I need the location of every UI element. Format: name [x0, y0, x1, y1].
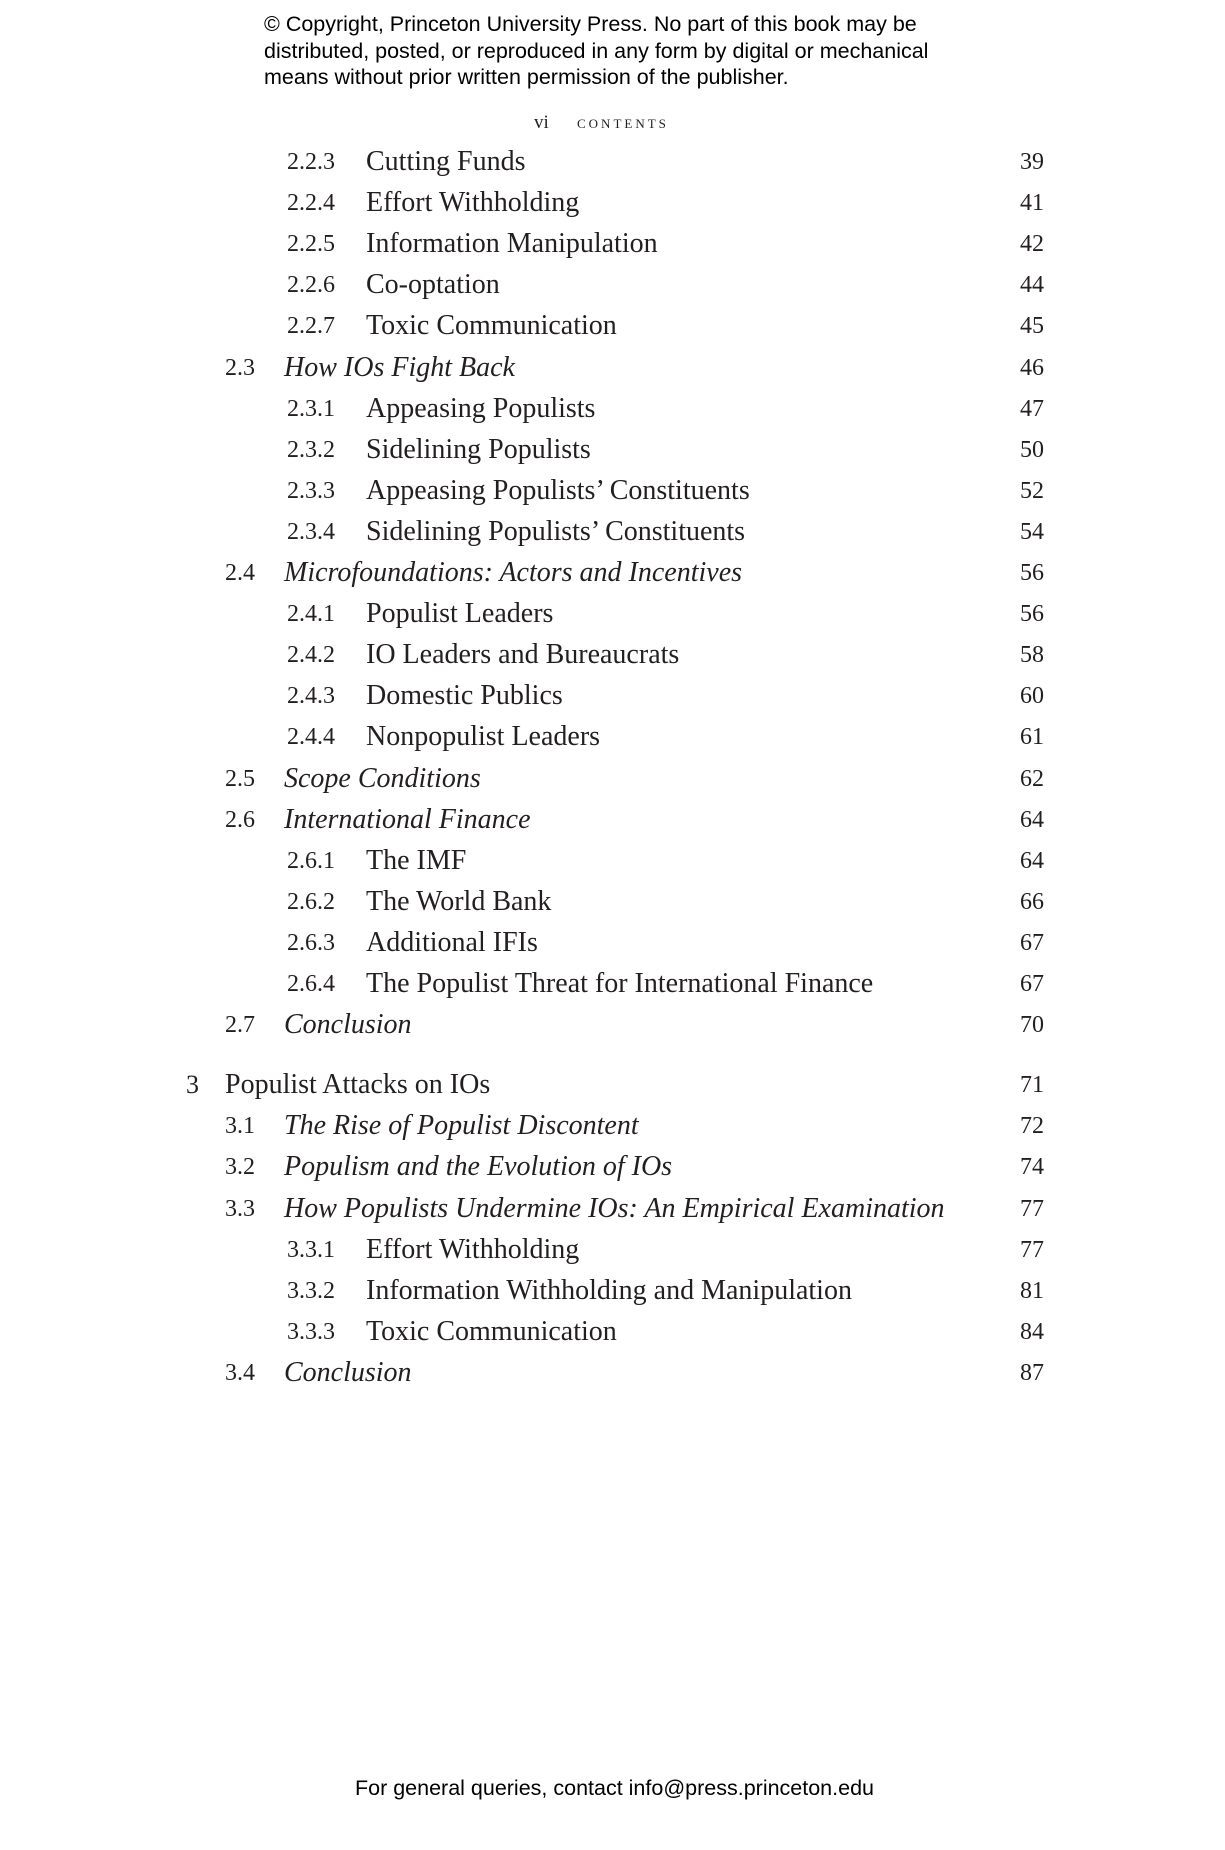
- toc-entry-title: The Rise of Populist Discontent: [284, 1110, 639, 1141]
- toc-section-entry: [0, 1147, 1225, 1187]
- toc-entry-number: 2.4.1: [287, 601, 335, 627]
- toc-entry-title: Populist Attacks on IOs: [225, 1069, 491, 1100]
- page-folio: vi: [534, 112, 549, 133]
- toc-entry-number: 2.7: [225, 1012, 255, 1038]
- toc-entry-title: Conclusion: [284, 1009, 412, 1040]
- toc-entry-page: 56: [1020, 560, 1044, 586]
- toc-entry-page: 81: [1020, 1278, 1044, 1304]
- toc-entry-title: The World Bank: [366, 886, 552, 917]
- toc-entry-title: Toxic Communication: [366, 1316, 617, 1347]
- toc-subsection-entry: [0, 882, 1225, 922]
- toc-entry-number: 2.5: [225, 766, 255, 792]
- toc-subsection-entry: [0, 512, 1225, 552]
- toc-entry-number: 2.3: [225, 355, 255, 381]
- toc-entry-number: 2.4.4: [287, 724, 335, 750]
- toc-entry-title: Scope Conditions: [284, 763, 481, 794]
- toc-entry-page: 60: [1020, 683, 1044, 709]
- toc-section-entry: [0, 1106, 1225, 1146]
- toc-entry-number: 2.2.3: [287, 149, 335, 175]
- toc-subsection-entry: [0, 717, 1225, 757]
- toc-entry-number: 2.4.2: [287, 642, 335, 668]
- toc-entry-page: 47: [1020, 396, 1044, 422]
- toc-entry-title: The Populist Threat for International Finance: [366, 968, 874, 999]
- toc-entry-title: Toxic Communication: [366, 310, 617, 341]
- toc-entry-page: 66: [1020, 889, 1044, 915]
- toc-subsection-entry: [0, 841, 1225, 881]
- toc-entry-number: 2.3.3: [287, 478, 335, 504]
- toc-entry-page: 58: [1020, 642, 1044, 668]
- toc-subsection-entry: [0, 430, 1225, 470]
- toc-entry-page: 39: [1020, 149, 1044, 175]
- toc-section-entry: [0, 348, 1225, 388]
- toc-entry-title: Cutting Funds: [366, 146, 526, 177]
- toc-entry-title: The IMF: [366, 845, 467, 876]
- toc-entry-number: 2.4: [225, 560, 255, 586]
- copyright-line: © Copyright, Princeton University Press. No part of this book may be: [264, 12, 917, 36]
- toc-entry-title: Information Manipulation: [366, 228, 658, 259]
- toc-entry-page: 64: [1020, 807, 1044, 833]
- toc-entry-page: 64: [1020, 848, 1044, 874]
- toc-entry-page: 56: [1020, 601, 1044, 627]
- toc-chapter-entry: [0, 1065, 1225, 1105]
- toc-entry-page: 87: [1020, 1360, 1044, 1386]
- toc-entry-number: 2.4.3: [287, 683, 335, 709]
- toc-entry-number: 2.6: [225, 807, 255, 833]
- toc-entry-page: 42: [1020, 231, 1044, 257]
- toc-entry-page: 74: [1020, 1154, 1044, 1180]
- toc-entry-title: Populism and the Evolution of IOs: [284, 1151, 673, 1182]
- toc-subsection-entry: [0, 265, 1225, 305]
- toc-entry-page: 67: [1020, 971, 1044, 997]
- toc-entry-page: 50: [1020, 437, 1044, 463]
- toc-subsection-entry: [0, 1271, 1225, 1311]
- toc-entry-number: 3.3.2: [287, 1278, 335, 1304]
- toc-entry-title: Microfoundations: Actors and Incentives: [284, 557, 743, 588]
- toc-entry-title: Co-optation: [366, 269, 500, 300]
- toc-entry-number: 3.2: [225, 1154, 255, 1180]
- toc-entry-page: 62: [1020, 766, 1044, 792]
- toc-entry-number: 2.3.4: [287, 519, 335, 545]
- toc-entry-title: IO Leaders and Bureaucrats: [366, 639, 680, 670]
- toc-entry-page: 72: [1020, 1113, 1044, 1139]
- toc-entry-title: Sidelining Populists’ Constituents: [366, 516, 746, 547]
- toc-entry-page: 70: [1020, 1012, 1044, 1038]
- toc-entry-page: 77: [1020, 1237, 1044, 1263]
- toc-subsection-entry: [0, 1230, 1225, 1270]
- toc-entry-number: 2.2.4: [287, 190, 335, 216]
- toc-entry-title: Effort Withholding: [366, 1234, 580, 1265]
- toc-entry-number: 2.2.7: [287, 313, 335, 339]
- copyright-line: distributed, posted, or reproduced in any form by digital or mechanical: [264, 38, 929, 63]
- toc-entry-title: Additional IFIs: [366, 927, 538, 958]
- running-head-title: contents: [577, 112, 669, 133]
- toc-entry-number: 2.2.6: [287, 272, 335, 298]
- toc-subsection-entry: [0, 1312, 1225, 1352]
- toc-entry-title: Appeasing Populists’ Constituents: [366, 475, 750, 506]
- toc-entry-title: Information Withholding and Manipulation: [366, 1275, 852, 1306]
- toc-entry-page: 52: [1020, 478, 1044, 504]
- toc-section-entry: [0, 800, 1225, 840]
- toc-entry-number: 2.3.2: [287, 437, 335, 463]
- toc-entry-page: 67: [1020, 930, 1044, 956]
- toc-entry-number: 3.3.1: [287, 1237, 335, 1263]
- toc-entry-number: 3.1: [225, 1113, 255, 1139]
- toc-entry-page: 44: [1020, 272, 1044, 298]
- toc-entry-title: Effort Withholding: [366, 187, 580, 218]
- toc-subsection-entry: [0, 306, 1225, 346]
- toc-entry-title: Domestic Publics: [366, 680, 563, 711]
- toc-subsection-entry: [0, 676, 1225, 716]
- toc-section-entry: [0, 1005, 1225, 1045]
- toc-entry-page: 41: [1020, 190, 1044, 216]
- toc-entry-number: 3.3.3: [287, 1319, 335, 1345]
- toc-subsection-entry: [0, 389, 1225, 429]
- toc-entry-number: 2.6.4: [287, 971, 335, 997]
- toc-entry-number: 2.6.1: [287, 848, 335, 874]
- toc-entry-title: How IOs Fight Back: [284, 352, 515, 383]
- toc-entry-number: 2.2.5: [287, 231, 335, 257]
- footer-contact: For general queries, contact info@press.princeton.edu: [354, 1776, 874, 1800]
- toc-entry-number: 2.6.2: [287, 889, 335, 915]
- toc-entry-page: 45: [1020, 313, 1044, 339]
- copyright-line: means without prior written permission of the publisher.: [264, 65, 789, 89]
- toc-entry-number: 3.4: [225, 1360, 255, 1386]
- toc-section-entry: [0, 553, 1225, 593]
- toc-entry-number: 2.6.3: [287, 930, 335, 956]
- toc-section-entry: [0, 759, 1225, 799]
- toc-subsection-entry: [0, 224, 1225, 264]
- toc-entry-page: 46: [1020, 355, 1044, 381]
- toc-entry-title: International Finance: [284, 804, 531, 835]
- toc-subsection-entry: [0, 923, 1225, 963]
- toc-subsection-entry: [0, 635, 1225, 675]
- toc-subsection-entry: [0, 183, 1225, 223]
- toc-subsection-entry: [0, 471, 1225, 511]
- toc-entry-page: 84: [1020, 1319, 1044, 1345]
- toc-entry-page: 61: [1020, 724, 1044, 750]
- toc-entry-title: Nonpopulist Leaders: [366, 721, 601, 752]
- toc-entry-number: 2.3.1: [287, 396, 335, 422]
- toc-entry-title: Populist Leaders: [366, 598, 554, 629]
- toc-section-entry: [0, 1189, 1225, 1229]
- toc-entry-number: 3.3: [225, 1196, 255, 1222]
- toc-entry-page: 77: [1020, 1196, 1044, 1222]
- toc-section-entry: [0, 1353, 1225, 1393]
- toc-subsection-entry: [0, 142, 1225, 182]
- toc-entry-page: 54: [1020, 519, 1044, 545]
- toc-entry-title: Conclusion: [284, 1357, 412, 1388]
- toc-subsection-entry: [0, 594, 1225, 634]
- toc-entry-page: 71: [1020, 1072, 1044, 1098]
- toc-entry-number: 3: [186, 1070, 199, 1099]
- toc-entry-title: How Populists Undermine IOs: An Empirical Examination: [284, 1193, 945, 1224]
- toc-subsection-entry: [0, 964, 1225, 1004]
- toc-entry-title: Appeasing Populists: [366, 393, 596, 424]
- toc-entry-title: Sidelining Populists: [366, 434, 591, 465]
